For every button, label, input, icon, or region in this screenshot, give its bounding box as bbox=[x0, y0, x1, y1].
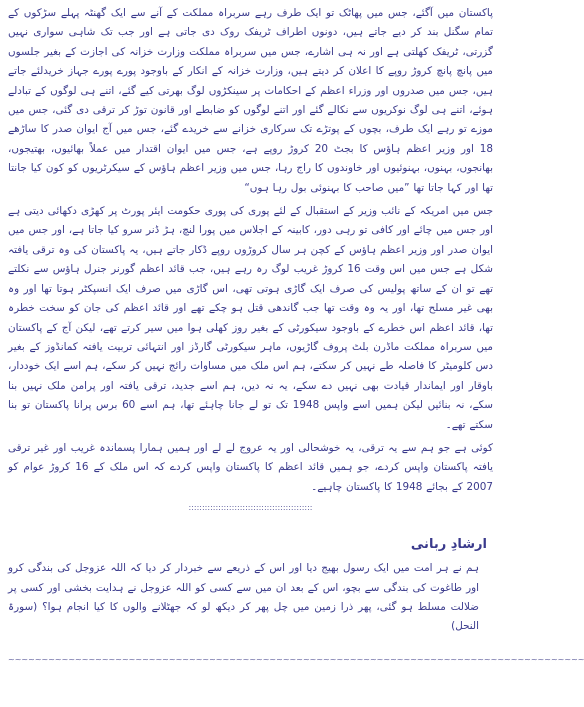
irshad-title: ارشادِ ربانی bbox=[410, 537, 487, 553]
article-paragraph-2: جس میں امریکہ کے نائب وزیر کے استقبال کے لئے پوری کی پوری حکومت ایئر پورٹ پر کھڑی دکھائی دیتی ہے اور جس میں چائے اور کافی تو رہی دور، کابینہ کے اجلاس میں پورا لنچ، ہڑ ڈنر سرو کیا جاتا ہے، اور جس میں ایوان صدر اور وزیر اعظم ہاؤس کے کچن ہر سال کروڑوں روپے ڈکار جاتے ہیں، یہ پاکستان کی وہ ترقی یافتہ شکل ہے جس میں اس وقت 16 کروڑ غریب لوگ رہ رہے ہیں، جب قائد اعظم گورنر جنرل ہاؤس سے نکلتے تھے تو ان کے ساتھ پولیس کی صرف ایک گاڑی ہوتی تھی، اس گاڑی میں صرف ایک انسپکٹر ہوتا تھا اور وہ بھی غیر مسلح تھا، اور یہ وہ وقت تھا جب گاندھی قتل ہو چکے تھے اور قائد اعظم کی جان کو سخت خطرہ تھا، قائد اعظم اس خطرے کے باوجود سیکورٹی کے بغیر روز کھلی ہوا میں سیر کرتے تھے، لیکن آج کے پاکستان میں سربراہ مملکت ماڈرن بلٹ پروف گاڑیوں، ماہر سیکورٹی گارڈز اور انتہائی تربیت یافتہ کمانڈوز کے بغیر دس کلومیٹر کا فاصلہ طے نہیں کر سکتے، ہم اس ملک میں مساوات رائج نہیں کر سکے، ہم اسے ایک خوددار، باوقار اور ایماندار قیادت بھی نہیں دے سکے، یہ نہ دیں، ہم اسے جدید، ترقی یافتہ اور پرامن ملک نہیں بنا سکے، نہ بنائیں لیکن ہمیں اسے واپس 1948 تک تو لے جانا چاہئے تھا، ہم اسے 60 برس پرانا پاکستان تو بنا سکتے تھے۔ bbox=[8, 205, 493, 431]
bottom-divider: ~~~~~~~~~~~~~~~~~~~~~~~~~~~~~~~~~~~~~~~~~~~~~~~~~~~~~~~~~~~~~~~~~~~~~~~~~~~~~~~~~~~~~~ bbox=[8, 654, 584, 664]
quran-quote: ہم نے ہر امت میں ایک رسول بھیج دیا اور اس کے ذریعے سے خبردار کر دیا کہ اللہ عزوجل کی بندگی کرو اور طاغوت کی بندگی سے بچو، اس کے بعد ان میں سے کسی کو اللہ عزوجل نے ہدایت بخشی اور کسی پر ضلالت مسلط ہو گئی، پھر ذرا زمین میں چل پھر کر دیکھ لو کہ جھٹلانے والوں کا کیا انجام ہوا؟ (سورۃ النحل) bbox=[8, 562, 479, 633]
article-paragraph-1: پاکستان میں آگئے، جس میں پھاٹک تو ایک طرف رہے سربراہ مملکت کے آنے سے ایک گھنٹہ پہلے سڑکوں کے تمام سگنل بند کر دیے جاتے ہیں، دونوں اطراف ٹریفک روک دی جاتی ہے اور جب تک شاہی سواری نہیں گزرتی، ٹریفک کھلتی ہے اور نہ ہی اشارے، جس میں سربراہ مملکت وزارت خزانہ کی اجازت کے بغیر جلسوں میں پانچ پانچ کروڑ روپے کا اعلان کر دیتے ہیں، وزارت خزانہ کے انکار کے باوجود پورے پورے جہاز خریدلئے جاتے ہیں، جس میں صدروں اور وزراء اعظم کے احکامات پر سینکڑوں لوگ بھرتی کیے گئے، اتنے ہی لوگوں کے تبادلے ہوئے، اتنے ہی لوگ نوکریوں سے نکالے گئے اور اتنے لوگوں کو ضابطے اور قانون توڑ کر ترقی دی گئی، جس میں موزے تو رہے ایک طرف، بچوں کے پوتڑے تک سرکاری خزانے سے خریدے گئے، جس میں آج ایوان صدر کا ساڑھے 18 اور وزیر اعظم ہاؤس کا بجٹ 20 کروڑ روپے ہے، جس میں ایوان اقتدار میں عملاً بھائیوں، بھتیجوں، بھانجوں، بہنوں، بہنوئیوں اور خاوندوں کا راج رہا، جس میں وزیر اعظم ہاؤس کے سیکرٹریوں کو کون کیا جانتا تھا اور کہا جاتا تھا ”میں صاحب کا بہنوئی بول رہا ہوں“ bbox=[8, 7, 493, 194]
section-divider: :::::::::::::::::::::::::::::::::::::::::::::: bbox=[188, 503, 313, 513]
article-paragraph-3: کوئی ہے جو ہم سے یہ ترقی، یہ خوشحالی اور یہ عروج لے لے اور ہمیں ہمارا پسماندہ غریب اور غیر ترقی یافتہ پاکستان واپس کردے، جو ہمیں قائد اعظم کا پاکستان واپس کردے کہ اس ملک کے 16 کروڑ عوام کو 2007 کے بجائے 1948 کا پاکستان چاہیے۔ bbox=[8, 441, 494, 493]
